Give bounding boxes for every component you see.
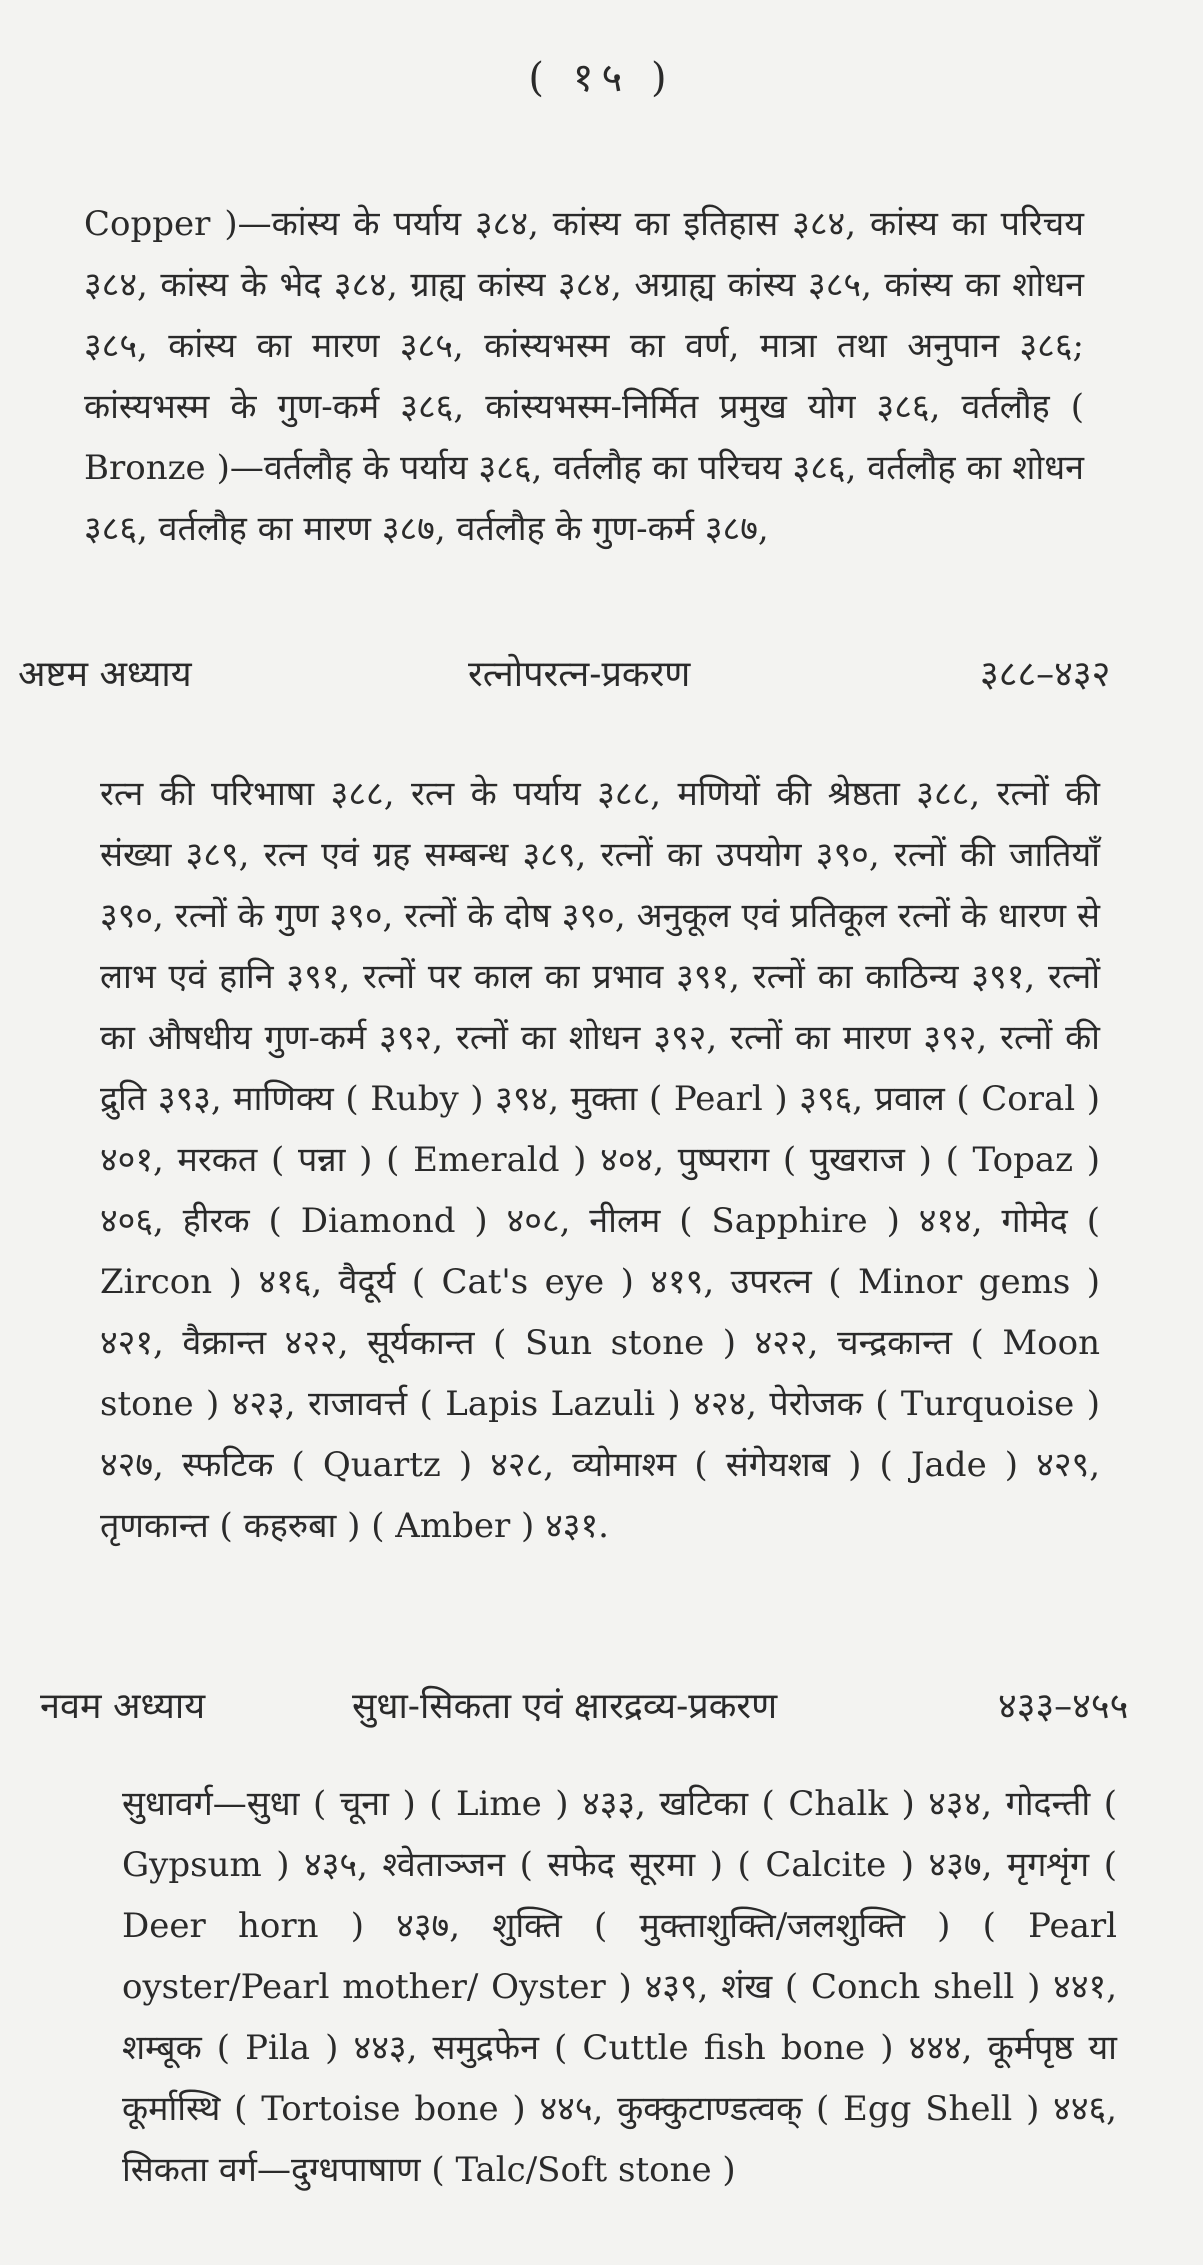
chapter-8-label: अष्टम अध्याय — [18, 654, 192, 695]
chapter-8-page-range: ३८८–४३२ — [980, 654, 1111, 695]
chapter-9-heading — [0, 1680, 1203, 1740]
chapter-9-title: सुधा-सिकता एवं क्षारद्रव्य-प्रकरण — [352, 1686, 778, 1727]
section-7-continuation: Copper )—कांस्य के पर्याय ३८४, कांस्य का इतिहास ३८४, कांस्य का परिचय ३८४, कांस्य के भेद ३८४, ग्राह्य कांस्य ३८४, अग्राह्य कांस्य ३८५, कांस्य का शोधन ३८५, कांस्य का मारण ३८५, कांस्यभस्म का वर्ण, मात्रा तथा अनुपान ३८६; कांस्यभस्म के गुण-कर्म ३८६, कांस्यभस्म-निर्मित प्रमुख योग ३८६, वर्तलौह ( Bronze )—वर्तलौह के पर्याय ३८६, वर्तलौह का परिचय ३८६, वर्तलौह का शोधन ३८६, वर्तलौह का मारण ३८७, वर्तलौह के गुण-कर्म ३८७, — [84, 204, 1084, 549]
chapter-9-contents: सुधावर्ग—सुधा ( चूना ) ( Lime ) ४३३, खटिका ( Chalk ) ४३४, गोदन्ती ( Gypsum ) ४३५, श्वेताञ्जन ( सफेद सूरमा ) ( Calcite ) ४३७, मृगशृंग ( Deer horn ) ४३७, शुक्ति ( मुक्ताशुक्ति/जलशुक्ति ) ( Pearl oyster/Pearl mother/ Oyster ) ४३९, शंख ( Conch shell ) ४४१, शम्बूक ( Pila ) ४४३, समुद्रफेन ( Cuttle fish bone ) ४४४, कूर्मपृष्ठ या कूर्मास्थि ( Tortoise bone ) ४४५, कुक्कुटाण्डत्वक् ( Egg Shell ) ४४६, सिकता वर्ग—दुग्धपाषाण ( Talc/Soft stone ) — [122, 1784, 1117, 2190]
chapter-8-title: रत्नोपरत्न-प्रकरण — [468, 654, 691, 695]
chapter-8-contents: रत्न की परिभाषा ३८८, रत्न के पर्याय ३८८, मणियों की श्रेष्ठता ३८८, रत्नों की संख्या ३८९, रत्न एवं ग्रह सम्बन्ध ३८९, रत्नों का उपयोग ३९०, रत्नों की जातियाँ ३९०, रत्नों के गुण ३९०, रत्नों के दोष ३९०, अनुकूल एवं प्रतिकूल रत्नों के धारण से लाभ एवं हानि ३९१, रत्नों पर काल का प्रभाव ३९१, रत्नों का काठिन्य ३९१, रत्नों का औषधीय गुण-कर्म ३९२, रत्नों का शोधन ३९२, रत्नों का मारण ३९२, रत्नों की द्रुति ३९३, माणिक्य ( Ruby ) ३९४, मुक्ता ( Pearl ) ३९६, प्रवाल ( Coral ) ४०१, मरकत ( पन्ना ) ( Emerald ) ४०४, पुष्पराग ( पुखराज ) ( Topaz ) ४०६, हीरक ( Diamond ) ४०८, नीलम ( Sapphire ) ४१४, गोमेद ( Zircon ) ४१६, वैदूर्य ( Cat's eye ) ४१९, उपरत्न ( Minor gems ) ४२१, वैक्रान्त ४२२, सूर्यकान्त ( Sun stone ) ४२२, चन्द्रकान्त ( Moon stone ) ४२३, राजावर्त्त ( Lapis Lazuli ) ४२४, पेरोजक ( Turquoise ) ४२७, स्फटिक ( Quartz ) ४२८, व्योमाश्म ( संगेयशब ) ( Jade ) ४२९, तृणकान्त ( कहरुबा ) ( Amber ) ४३१. — [100, 774, 1100, 1546]
chapter-9-label: नवम अध्याय — [40, 1686, 206, 1727]
chapter-9-page-range: ४३३–४५५ — [998, 1686, 1129, 1727]
chapter-8-heading — [0, 648, 1203, 708]
page-number: ( १५ ) — [528, 55, 675, 101]
